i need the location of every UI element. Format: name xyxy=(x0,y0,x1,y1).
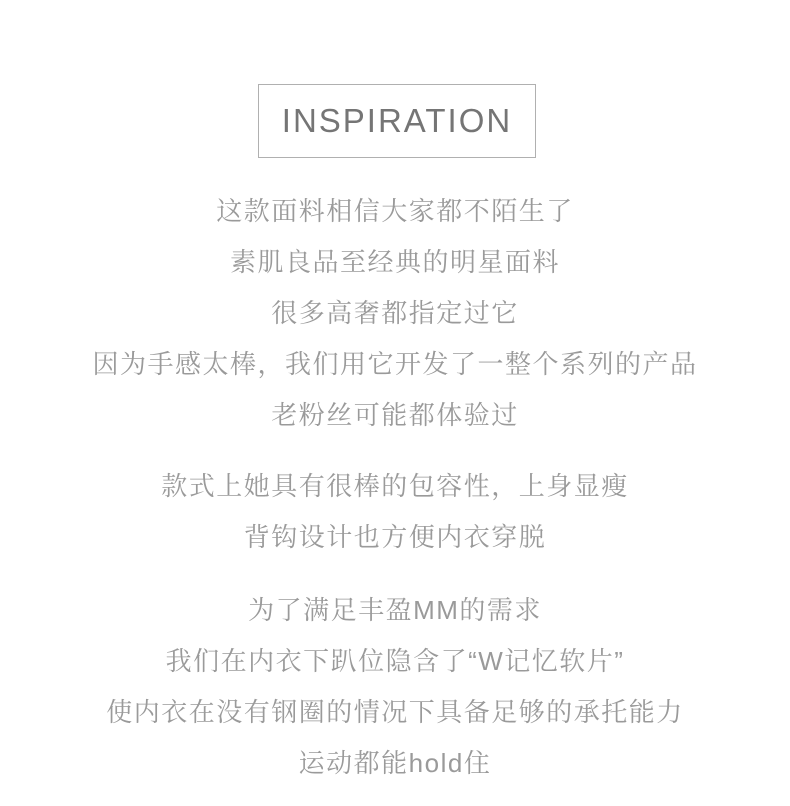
text-line: 我们在内衣下趴位隐含了“W记忆软片” xyxy=(165,646,625,676)
description-text-block xyxy=(0,186,790,806)
paragraph xyxy=(0,186,790,441)
paragraph xyxy=(0,461,790,563)
text-line: 背钩设计也方便内衣穿脱 xyxy=(243,522,547,552)
text-line: 运动都能hold住 xyxy=(298,748,492,778)
text-line: 这款面料相信大家都不陌生了 xyxy=(216,196,574,226)
text-line: 因为手感太棒，我们用它开发了一整个系列的产品 xyxy=(92,349,698,379)
inspiration-title-box xyxy=(258,84,536,158)
text-line: 老粉丝可能都体验过 xyxy=(271,400,519,430)
text-line: 使内衣在没有钢圈的情况下具备足够的承托能力 xyxy=(106,697,684,727)
text-line: 为了满足丰盈MM的需求 xyxy=(248,595,542,625)
text-line: 很多高奢都指定过它 xyxy=(271,298,519,328)
text-line: 款式上她具有很棒的包容性，上身显瘦 xyxy=(161,471,629,501)
section-title: INSPIRATION xyxy=(281,102,513,139)
paragraph xyxy=(0,585,790,789)
text-line: 素肌良品至经典的明星面料 xyxy=(229,247,560,277)
